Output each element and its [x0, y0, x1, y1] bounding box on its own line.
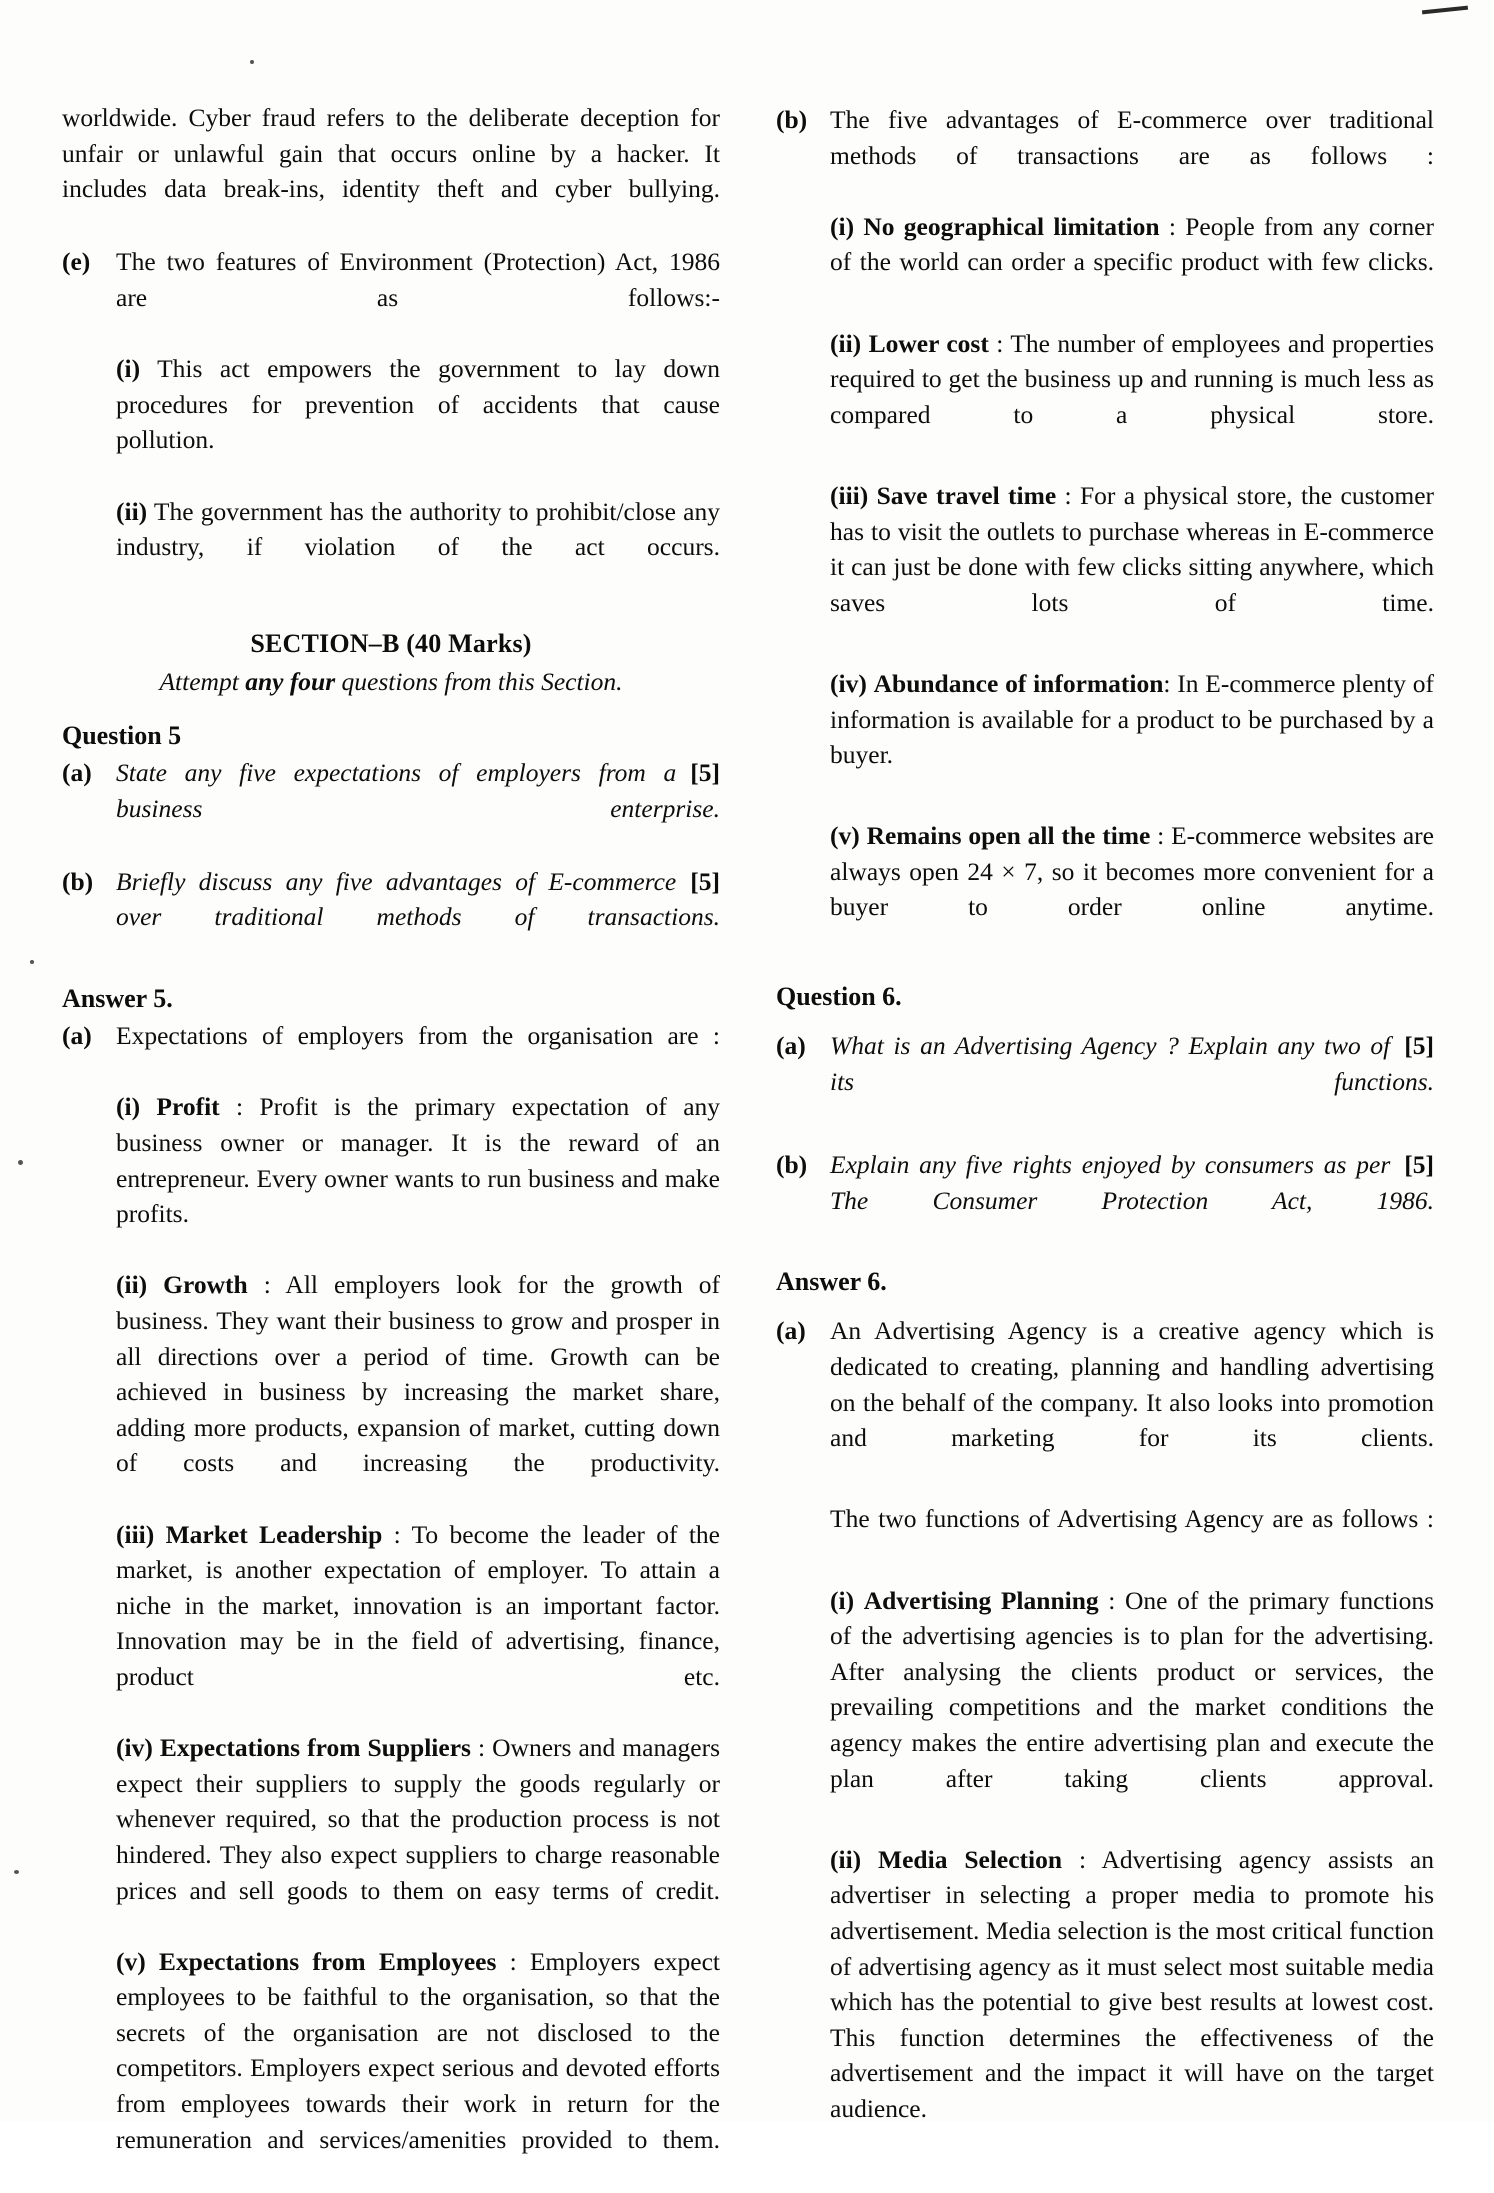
answer-4-item-b [776, 102, 1434, 209]
point-sep: : [470, 1733, 493, 1763]
answer-5-title: Answer 5. [62, 983, 173, 1013]
item-e-text: The two features of Environment (Protection) Act, 1986 are as follows:- [116, 247, 720, 312]
point-term: Remains open all the time [866, 821, 1151, 851]
item-b-point-i [830, 209, 1434, 316]
point-text: Profit is the primary expectation of any business owner or manager. It is the reward of an entrepreneur. Every owner wants to run business and make profits. [116, 1092, 721, 1229]
point-term: Expectations from Suppliers [159, 1733, 471, 1763]
point-marker: (iv) [116, 1733, 153, 1763]
answer-5-part-a [62, 1018, 720, 1089]
scan-speck [14, 1870, 19, 1874]
point-marker: (ii) [830, 1844, 862, 1874]
point-sep: : [988, 328, 1011, 358]
item-b-point-iii [830, 478, 1434, 656]
point-text: In E-commerce plenty of information is available for a product to be purchased by a buyer. [830, 668, 1434, 770]
point-term: Growth [163, 1270, 248, 1300]
spacer [776, 1016, 1434, 1026]
question-6-part-b [776, 1147, 1434, 1254]
point-sep: : [1163, 668, 1178, 698]
point-term: Media Selection [878, 1844, 1063, 1874]
question-6-part-b-label: (b) [776, 1150, 808, 1180]
section-b-heading: SECTION–B (40 Marks) [250, 629, 532, 659]
point-marker: (iii) [116, 1519, 155, 1549]
question-6-part-a-marks: [5] [1404, 1031, 1434, 1061]
point-marker: (iv) [830, 668, 867, 698]
answer-6-part-a [776, 1313, 1434, 1491]
answer-6-point-ii [830, 1842, 1434, 2162]
spacer [776, 808, 1434, 818]
point-text: To become the leader of the market, is another expectation of employer. To attain a niche in the market, innovation is an important factor. Innovation may be in the field of advertising, finance, product etc. [116, 1519, 720, 1691]
point-sep: : [496, 1946, 530, 1976]
spacer [776, 1491, 1434, 1501]
point-sep: : [1159, 211, 1186, 241]
item-b-point-iv [830, 666, 1434, 808]
scan-speck [250, 60, 254, 64]
point-marker: (v) [830, 821, 860, 851]
answer-6-title: Answer 6. [776, 1266, 887, 1296]
question-6-part-a-text: [5] What is an Advertising Agency ? Explain any two of its functions. [830, 1028, 1434, 1135]
point-marker-ii: (ii) [116, 496, 148, 526]
item-label-b: (b) [776, 105, 808, 134]
question-5-part-b-marks: [5] [690, 866, 720, 896]
point-term: Market Leadership [165, 1519, 383, 1549]
spacer [776, 656, 1434, 666]
point-text: People from any corner of the world can order a specific product with few clicks. [830, 211, 1434, 277]
answer-5-point-ii [116, 1267, 720, 1516]
question-5-part-a-text: [5] State any five expectations of employers from a business enterprise. [116, 755, 720, 862]
question-6-part-a-label: (a) [776, 1031, 806, 1061]
point-marker: (v) [116, 1946, 146, 1976]
question-6-part-b-text: [5] Explain any five rights enjoyed by consumers as per The Consumer Protection Act, 1986. [830, 1147, 1434, 1254]
answer-5-point-iii [116, 1517, 720, 1731]
point-text: E-commerce websites are always open 24 × 7, so it becomes more convenient for a buyer to order online anytime. [830, 821, 1434, 922]
spacer [776, 1573, 1434, 1583]
point-text: Owners and managers expect their suppliers to supply the goods regularly or whenever required, so that the production process is not hindered. They also expect suppliers to charge reasonable prices and sell goods to them on easy terms of credit. [116, 1733, 720, 1905]
continued-paragraph: worldwide. Cyber fraud refers to the deliberate deception for unfair or unlawful gain that occurs online by a hacker. It includes data break-ins, identity theft and cyber bullying. [62, 103, 720, 204]
point-marker: (i) [830, 1585, 855, 1615]
answer-6-point-i [830, 1583, 1434, 1832]
question-6-title: Question 6. [776, 981, 902, 1011]
point-sep: : [1150, 821, 1172, 851]
right-column [776, 100, 1435, 2123]
spacer [776, 1301, 1434, 1311]
point-term: Expectations from Employees [158, 1946, 497, 1976]
instruction-suffix: questions from this Section. [335, 666, 623, 696]
point-sep: : [1062, 1844, 1102, 1874]
scan-speck [18, 1160, 23, 1165]
point-marker: (ii) [116, 1270, 148, 1300]
point-text: Employers expect employees to be faithful to the organisation, so that the secrets of the organisation are not disclosed to the competitors. Employers expect serious and devoted efforts from employees towards their work in return for the remuneration and services/amenities provided to them. [116, 1946, 721, 2154]
point-text: Advertising agency assists an advertiser in selecting a proper media to promote his advertisement. Media selection is the most critical function of advertising agency as it must select most suitable media which has the potential to give best results at lowest cost. This function determines the effectiveness of the advertisement and the impact it will have on the target audience. [830, 1844, 1434, 2123]
question-6-part-a [776, 1028, 1434, 1135]
answer-5-point-i [116, 1089, 720, 1267]
point-marker: (ii) [830, 328, 862, 358]
instruction-prefix: Attempt [159, 666, 246, 696]
answer-5-part-a-intro: Expectations of employers from the organisation are : [116, 1021, 720, 1051]
point-sep: : [1056, 480, 1080, 510]
answer-item-e [62, 244, 720, 351]
point-marker: (iii) [830, 480, 869, 510]
answer-6-part-a-intro: An Advertising Agency is a creative agency which is dedicated to creating, planning and handling advertising on the behalf of the company. It also looks into promotion and marketing for its clients. [830, 1316, 1434, 1453]
spacer [776, 316, 1434, 326]
answer-6-lead-in: The two functions of Advertising Agency are as follows : [830, 1504, 1434, 1534]
point-text: The number of employees and properties required to get the business up and running is much less as compared to a physical store. [830, 328, 1435, 429]
section-b-instruction [62, 664, 720, 700]
question-5-part-b-label: (b) [62, 866, 94, 896]
question-5-part-a-label: (a) [62, 758, 92, 788]
item-e-point-i [116, 351, 720, 493]
point-marker: (i) [116, 1092, 141, 1122]
point-text: For a physical store, the customer has to visit the outlets to purchase whereas in E-commerce it can just be done with few clicks sitting anywhere, which saves lots of time. [830, 480, 1435, 617]
point-marker-i: (i) [116, 354, 141, 384]
question-5-part-b-text: [5] Briefly discuss any five advantages of E-commerce over traditional methods of transactions. [116, 864, 720, 971]
point-text: One of the primary functions of the advertising agencies is to plan for the advertising. After analysing the clients product or services, the prevailing competitions and the market conditions the agency makes the entire advertising plan and execute the plan after taking clients approval. [830, 1585, 1434, 1793]
item-b-point-v [830, 818, 1434, 960]
two-column-body [62, 100, 1435, 2154]
point-marker: (i) [830, 211, 855, 241]
answer-6-part-a-label: (a) [776, 1316, 806, 1346]
point-i-text: This act empowers the government to lay down procedures for prevention of accidents that cause pollution. [116, 354, 720, 455]
point-ii-text: The government has the authority to prohibit/close any industry, if violation of the act occurs. [116, 496, 720, 562]
spacer [776, 468, 1434, 478]
point-term: Abundance of information [873, 668, 1164, 698]
item-e-point-ii [116, 494, 720, 601]
point-term: No geographical limitation [863, 211, 1160, 241]
answer-5-part-a-label: (a) [62, 1021, 92, 1051]
spacer [776, 1832, 1434, 1842]
item-b-text: The five advantages of E-commerce over traditional methods of transactions are as follows : [830, 105, 1434, 170]
left-column [62, 100, 721, 2154]
spacer [776, 1135, 1434, 1145]
point-sep: : [219, 1092, 260, 1122]
question-5-part-b [62, 864, 720, 971]
answer-5-point-v [116, 1944, 720, 2193]
point-sep: : [247, 1270, 286, 1300]
item-label-e: (e) [62, 247, 91, 277]
instruction-emphasis: any four [245, 666, 336, 696]
scan-speck [30, 960, 34, 964]
point-term: Lower cost [868, 328, 989, 358]
question-5-part-a [62, 755, 720, 862]
question-5-part-a-marks: [5] [690, 758, 720, 788]
point-term: Profit [156, 1092, 220, 1122]
answer-5-point-iv [116, 1730, 720, 1944]
point-text: All employers look for the growth of business. They want their business to grow and prosper in all directions over a period of time. Growth can be achieved in business by increasing the market share, adding more products, expansion of market, cutting down of costs and increasing the productivity. [116, 1270, 720, 1478]
question-6-part-b-marks: [5] [1404, 1150, 1434, 1180]
point-sep: : [382, 1519, 412, 1549]
item-b-point-ii [830, 326, 1434, 468]
point-term: Advertising Planning [863, 1585, 1099, 1615]
point-sep: : [1098, 1585, 1125, 1615]
point-term: Save travel time [876, 480, 1057, 510]
question-5-title: Question 5 [62, 720, 182, 750]
